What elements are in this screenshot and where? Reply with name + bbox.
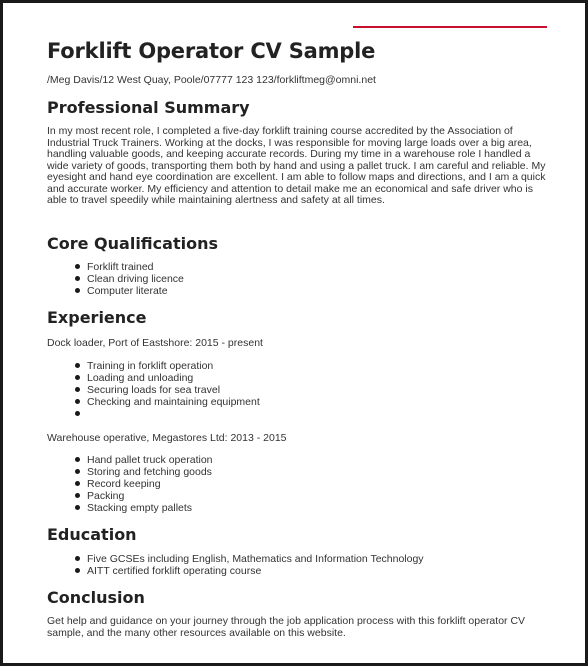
conclusion-text: Get help and guidance on your journey through the job application process with this forklift operator CV sample, and the many other resources available on this website.	[47, 615, 526, 639]
bullet-icon	[75, 556, 80, 561]
list-item: Hand pallet truck operation	[75, 454, 213, 466]
list-item: Securing loads for sea travel	[75, 384, 260, 396]
bullet-icon	[75, 469, 80, 474]
heading-conclusion: Conclusion	[47, 588, 145, 607]
bullet-icon	[75, 505, 80, 510]
job-title-dock-loader: Dock loader, Port of Eastshore: 2015 - present	[47, 337, 263, 349]
job-duties-warehouse-operative	[75, 454, 213, 514]
contact-details: /Meg Davis/12 West Quay, Poole/07777 123 123/forkliftmeg@omni.net	[47, 74, 376, 86]
list-item: Forklift trained	[75, 261, 184, 273]
list-item: Stacking empty pallets	[75, 502, 213, 514]
bullet-icon	[75, 375, 80, 380]
list-item: Training in forklift operation	[75, 360, 260, 372]
bullet-icon	[75, 493, 80, 498]
list-item: Five GCSEs including English, Mathematics and Information Technology	[75, 553, 424, 565]
heading-professional-summary: Professional Summary	[47, 98, 250, 117]
bullet-icon	[75, 481, 80, 486]
bullet-icon	[75, 276, 80, 281]
list-item: Record keeping	[75, 478, 213, 490]
bullet-icon	[75, 264, 80, 269]
heading-education: Education	[47, 525, 137, 544]
page-title: Forklift Operator CV Sample	[47, 39, 376, 63]
bullet-icon	[75, 288, 80, 293]
job-title-warehouse-operative: Warehouse operative, Megastores Ltd: 2013 - 2015	[47, 432, 287, 444]
job-duties-dock-loader	[75, 360, 260, 420]
list-item	[75, 408, 260, 420]
core-qualifications-list	[75, 261, 184, 297]
bullet-icon	[75, 399, 80, 404]
list-item: Loading and unloading	[75, 372, 260, 384]
list-item: Clean driving licence	[75, 273, 184, 285]
heading-experience: Experience	[47, 308, 147, 327]
list-item: AITT certified forklift operating course	[75, 565, 424, 577]
education-list	[75, 553, 424, 577]
bullet-icon	[75, 411, 80, 416]
list-item: Storing and fetching goods	[75, 466, 213, 478]
professional-summary-text: In my most recent role, I completed a five-day forklift training course accredited by the Association of Industrial Truck Trainers. Working at the docks, I was responsible for moving large loads over a big area, handling valuable goods, and keeping accurate records. During my time in a warehouse role I handled a wide variety of goods, transporting them both by hand and using a pallet truck. I am careful and reliable. My eyesight and hand eye coordination are excellent. I am able to follow maps and directions, and I am a quick and accurate worker. My efficiency and attention to detail make me an economical and safe driver who is able to travel speedily while maintaining alertness and safety at all times.	[47, 125, 546, 206]
list-item: Packing	[75, 490, 213, 502]
accent-rule	[353, 26, 547, 28]
bullet-icon	[75, 568, 80, 573]
bullet-icon	[75, 363, 80, 368]
list-item: Computer literate	[75, 285, 184, 297]
bullet-icon	[75, 457, 80, 462]
heading-core-qualifications: Core Qualifications	[47, 234, 218, 253]
list-item: Checking and maintaining equipment	[75, 396, 260, 408]
bullet-icon	[75, 387, 80, 392]
